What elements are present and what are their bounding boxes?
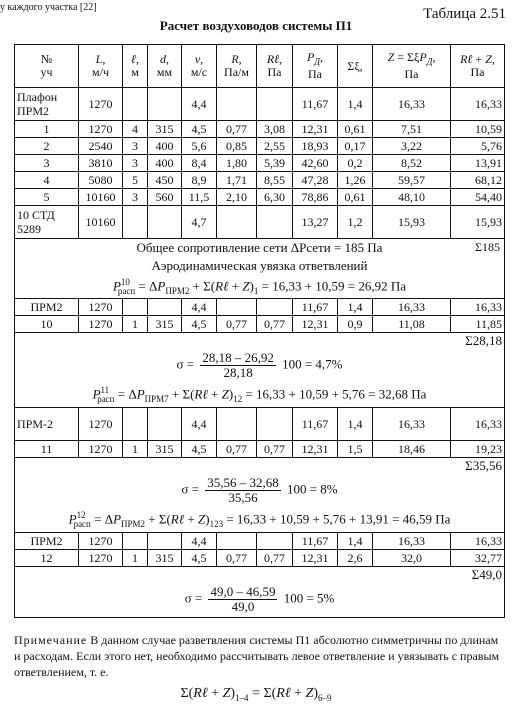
table-cell: 0,77 <box>217 121 257 138</box>
table-cell: 16,33 <box>451 407 505 440</box>
table-cell: 11,67 <box>293 88 338 121</box>
header-row <box>15 45 505 88</box>
table-cell: 400 <box>148 155 182 172</box>
note-label: Примечание <box>14 633 88 647</box>
final-equation: Σ(Rℓ + $Z)_{1-4}$ = Σ(Rℓ + $Z)_{6-9}$ <box>180 686 332 703</box>
table-cell: 315 <box>148 440 182 457</box>
table-cell: 47,28 <box>293 172 338 189</box>
table-cell <box>257 88 293 121</box>
duct-calculation-table <box>14 44 505 618</box>
table-cell: 10160 <box>79 189 123 206</box>
sigma-3: σ = $\frac{49,0 - 46,59}{49,0}$ 100 = 5% <box>15 583 505 618</box>
table-cell <box>123 532 148 549</box>
table-cell: 18,46 <box>373 440 451 457</box>
table-cell: 11 <box>15 440 79 457</box>
table-row <box>15 549 505 566</box>
table-cell: 0,77 <box>257 440 293 457</box>
table-cell: 12,31 <box>293 121 338 138</box>
table-cell: 0,9 <box>338 315 373 332</box>
table-cell: 5 <box>15 189 79 206</box>
table-cell: 12,31 <box>293 315 338 332</box>
table-cell: 4,5 <box>182 315 217 332</box>
table-cell: ПРМ-2 <box>15 407 79 440</box>
table-cell <box>257 206 293 239</box>
table-cell: 0,77 <box>217 549 257 566</box>
table-cell: 3 <box>123 138 148 155</box>
header-cell: Rℓ, Па <box>257 45 293 88</box>
table-cell: 11,85 <box>451 315 505 332</box>
table-cell: 0,77 <box>257 549 293 566</box>
table-cell: 4,7 <box>182 206 217 239</box>
header-cell: R, Па/м <box>217 45 257 88</box>
table-cell <box>148 532 182 549</box>
table-cell: 1270 <box>79 88 123 121</box>
table-cell: 4 <box>123 121 148 138</box>
table-cell: 16,33 <box>373 88 451 121</box>
note-text: В данном случае разветвления системы П1 абсолютно симметричны по длинам и расходам. Если этого нет, необходимо рассчитывать левое ответвление и увязывать с правым ответвлением, т. е. <box>14 633 500 679</box>
table-cell: 15,93 <box>373 206 451 239</box>
branch-10-rows <box>15 298 505 332</box>
table-cell: 315 <box>148 121 182 138</box>
table-cell: 1 <box>15 121 79 138</box>
table-cell <box>148 298 182 315</box>
table-cell <box>148 88 182 121</box>
table-cell: 1,71 <box>217 172 257 189</box>
table-cell: 42,60 <box>293 155 338 172</box>
table-cell <box>217 298 257 315</box>
table-cell: 16,33 <box>451 88 505 121</box>
table-cell: 8,4 <box>182 155 217 172</box>
table-cell: 7,51 <box>373 121 451 138</box>
table-cell <box>123 88 148 121</box>
table-cell <box>217 532 257 549</box>
table-cell <box>148 407 182 440</box>
table-cell: 3 <box>123 155 148 172</box>
table-row <box>15 315 505 332</box>
formula-branch-11: $P^{11}_{расп} = \Delta P_{ПРМ7}$ + Σ(Rℓ + $Z)_{12} = 16,33 + 10,59 + 5,76 = 32,68$ Па <box>15 383 505 408</box>
table-cell: 13,27 <box>293 206 338 239</box>
total-sum: Σ185 <box>475 240 500 254</box>
table-row <box>15 407 505 440</box>
table-cell: 0,61 <box>338 189 373 206</box>
table-row <box>15 298 505 315</box>
table-cell: 48,10 <box>373 189 451 206</box>
table-row <box>15 121 505 138</box>
top-cut-text: у каждого участка [22] <box>0 2 97 13</box>
table-cell <box>148 206 182 239</box>
table-cell: 11,08 <box>373 315 451 332</box>
table-cell: 0,61 <box>338 121 373 138</box>
table-cell: 5 <box>123 172 148 189</box>
table-cell: 1270 <box>79 298 123 315</box>
table-cell: 0,85 <box>217 138 257 155</box>
table-cell: 32,77 <box>451 549 505 566</box>
table-cell: 16,33 <box>373 532 451 549</box>
table-cell: 12 <box>15 549 79 566</box>
table-cell: 400 <box>148 138 182 155</box>
table-cell: 16,33 <box>451 532 505 549</box>
header-cell: L, м/ч <box>79 45 123 88</box>
table-cell: 315 <box>148 549 182 566</box>
table-row <box>15 532 505 549</box>
table-cell: 11,67 <box>293 407 338 440</box>
header-cell: № уч <box>15 45 79 88</box>
branch-12-rows <box>15 532 505 566</box>
table-cell: 1270 <box>79 532 123 549</box>
table-cell: 1270 <box>79 549 123 566</box>
table-caption: Расчет воздуховодов системы П1 <box>159 18 353 33</box>
branch-11-sum: Σ35,56 <box>15 457 505 474</box>
table-cell: 0,77 <box>217 440 257 457</box>
table-cell <box>217 88 257 121</box>
table-cell: 16,33 <box>373 407 451 440</box>
table-cell: 10 <box>15 315 79 332</box>
table-cell: 11,5 <box>182 189 217 206</box>
table-cell: 18,93 <box>293 138 338 155</box>
table-cell: 0,77 <box>257 315 293 332</box>
table-row <box>15 206 505 239</box>
header-cell: Σξ, <box>338 45 373 88</box>
header-cell: Rℓ + Z, Па <box>451 45 505 88</box>
table-row <box>15 88 505 121</box>
table-row <box>15 172 505 189</box>
table-cell: 2 <box>15 138 79 155</box>
table-cell: 3 <box>123 189 148 206</box>
header-cell: $P_Д$, Па <box>293 45 338 88</box>
table-cell: 1,26 <box>338 172 373 189</box>
table-cell: 10,59 <box>451 121 505 138</box>
header-cell: v, м/с <box>182 45 217 88</box>
table-cell <box>123 206 148 239</box>
branch-12-sum: Σ49,0 <box>15 566 505 583</box>
table-cell: 4,5 <box>182 121 217 138</box>
table-cell: 1270 <box>79 440 123 457</box>
table-cell: 1 <box>123 315 148 332</box>
table-cell: 12,31 <box>293 440 338 457</box>
table-cell: 1 <box>123 440 148 457</box>
table-cell: ПРМ2 <box>15 298 79 315</box>
table-cell <box>257 532 293 549</box>
table-cell: 6,30 <box>257 189 293 206</box>
table-cell <box>123 407 148 440</box>
table-row <box>15 155 505 172</box>
table-cell: 8,52 <box>373 155 451 172</box>
table-row <box>15 189 505 206</box>
table-cell: 59,57 <box>373 172 451 189</box>
total-resistance-line: Общее сопротивление сети ΔPсети = 185 Па Σ185 <box>15 239 505 258</box>
header-cell: ℓ, м <box>123 45 148 88</box>
sigma-2: σ = $\frac{35,56 - 32,68}{35,56}$ 100 = 8% <box>15 474 505 508</box>
table-cell: 450 <box>148 172 182 189</box>
table-cell: 0,2 <box>338 155 373 172</box>
branch-11-rows <box>15 407 505 457</box>
header-cell: Z = ΣξP$_Д$, Па <box>373 45 451 88</box>
table-cell: 5080 <box>79 172 123 189</box>
table-cell <box>257 407 293 440</box>
table-row <box>15 138 505 155</box>
table-cell: 3 <box>15 155 79 172</box>
table-cell: 4,5 <box>182 549 217 566</box>
table-cell: 4,5 <box>182 440 217 457</box>
table-cell: 5,6 <box>182 138 217 155</box>
table-cell: 1,5 <box>338 440 373 457</box>
table-cell: 2,10 <box>217 189 257 206</box>
table-cell: 16,33 <box>451 298 505 315</box>
formula-branch-12: $P^{12}_{расп} = \Delta P_{ПРМ2}$ + Σ(Rℓ + $Z)_{123} = 16,33 + 10,59 + 5,76 + 13,91 = 46,59$ Па <box>15 508 505 533</box>
table-cell: 68,12 <box>451 172 505 189</box>
table-cell: 3,08 <box>257 121 293 138</box>
table-cell: 1270 <box>79 407 123 440</box>
table-cell: 560 <box>148 189 182 206</box>
table-cell: 15,93 <box>451 206 505 239</box>
table-cell: 2540 <box>79 138 123 155</box>
table-cell: 11,67 <box>293 298 338 315</box>
table-cell: 2,6 <box>338 549 373 566</box>
table-cell <box>123 298 148 315</box>
formula-branch-10: $P^{10}_{расп} = \Delta P_{ПРМ2}$ + Σ(Rℓ + $Z)_1 = 16,33 + 10,59 = 26,92$ Па <box>15 275 505 298</box>
table-cell: 5,39 <box>257 155 293 172</box>
table-cell: 8,9 <box>182 172 217 189</box>
table-cell: 8,55 <box>257 172 293 189</box>
table-cell: 1,4 <box>338 407 373 440</box>
table-cell: 13,91 <box>451 155 505 172</box>
table-cell <box>217 206 257 239</box>
table-cell: 19,23 <box>451 440 505 457</box>
table-cell <box>217 407 257 440</box>
table-cell: 78,86 <box>293 189 338 206</box>
table-cell: 1 <box>123 549 148 566</box>
table-cell: ПРМ2 <box>15 532 79 549</box>
main-rows <box>15 88 505 239</box>
table-cell: 16,33 <box>373 298 451 315</box>
table-cell: 3810 <box>79 155 123 172</box>
table-cell: 32,0 <box>373 549 451 566</box>
table-cell: 54,40 <box>451 189 505 206</box>
aero-title: Аэродинамическая увязка ответвлений <box>15 257 505 275</box>
branch-10-sum: Σ28,18 <box>15 332 505 349</box>
table-cell: 1,80 <box>217 155 257 172</box>
table-cell: 315 <box>148 315 182 332</box>
table-cell: 1,2 <box>338 206 373 239</box>
note-paragraph <box>14 632 506 680</box>
table-cell: 4,4 <box>182 532 217 549</box>
table-cell: 4 <box>15 172 79 189</box>
table-cell: 11,67 <box>293 532 338 549</box>
table-cell: 1,4 <box>338 532 373 549</box>
table-number: Таблица 2.51 <box>423 6 506 22</box>
table-cell: 1,4 <box>338 298 373 315</box>
table-cell: 12,31 <box>293 549 338 566</box>
header-cell: d, мм <box>148 45 182 88</box>
sigma-1: σ = $\frac{28,18 - 26,92}{28,18}$ 100 = 4,7% <box>15 349 505 383</box>
table-cell: Плафон ПРМ2 <box>15 88 79 121</box>
table-cell: 0,17 <box>338 138 373 155</box>
table-cell: 4,4 <box>182 298 217 315</box>
table-cell: 1270 <box>79 315 123 332</box>
table-cell: 1270 <box>79 121 123 138</box>
table-cell: 4,4 <box>182 88 217 121</box>
table-cell: 4,4 <box>182 407 217 440</box>
table-cell: 2,55 <box>257 138 293 155</box>
table-cell: 10160 <box>79 206 123 239</box>
table-row <box>15 440 505 457</box>
table-cell: 10 СТД 5289 <box>15 206 79 239</box>
table-cell <box>257 298 293 315</box>
table-cell: 0,77 <box>217 315 257 332</box>
table-cell: 3,22 <box>373 138 451 155</box>
table-cell: 5,76 <box>451 138 505 155</box>
table-cell: 1,4 <box>338 88 373 121</box>
